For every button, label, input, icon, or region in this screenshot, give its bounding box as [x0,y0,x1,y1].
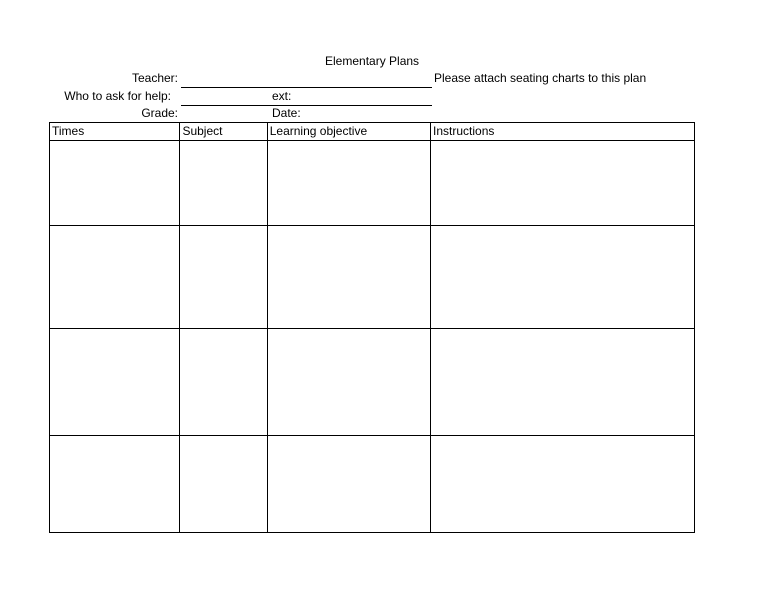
times-cell[interactable] [50,436,180,533]
instructions-cell[interactable] [431,226,695,329]
help-contact-field[interactable] [181,105,432,106]
date-label: Date: [272,106,301,120]
seating-chart-note: Please attach seating charts to this plan [434,71,647,85]
learning-objective-cell[interactable] [267,141,430,226]
subject-cell[interactable] [180,436,267,533]
grade-label: Grade: [141,106,178,120]
subject-cell[interactable] [180,226,267,329]
table-row [50,141,695,226]
learning-objective-cell[interactable] [267,226,430,329]
lesson-plan-table [49,122,695,533]
table-row [50,436,695,533]
teacher-label: Teacher: [131,71,178,85]
subject-cell[interactable] [180,329,267,436]
times-cell[interactable] [50,329,180,436]
table-row [50,226,695,329]
column-header-instructions: Instructions [431,123,695,141]
table-row [50,329,695,436]
instructions-cell[interactable] [431,141,695,226]
instructions-cell[interactable] [431,436,695,533]
table-header-row [50,123,695,141]
instructions-cell[interactable] [431,329,695,436]
subject-cell[interactable] [180,141,267,226]
help-contact-label: Who to ask for help: [64,89,171,103]
times-cell[interactable] [50,141,180,226]
learning-objective-cell[interactable] [267,436,430,533]
column-header-learning-objective: Learning objective [267,123,430,141]
ext-label: ext: [272,89,292,103]
times-cell[interactable] [50,226,180,329]
learning-objective-cell[interactable] [267,329,430,436]
column-header-times: Times [50,123,180,141]
teacher-field[interactable] [181,87,432,88]
page-title: Elementary Plans [325,54,420,68]
column-header-subject: Subject [180,123,267,141]
